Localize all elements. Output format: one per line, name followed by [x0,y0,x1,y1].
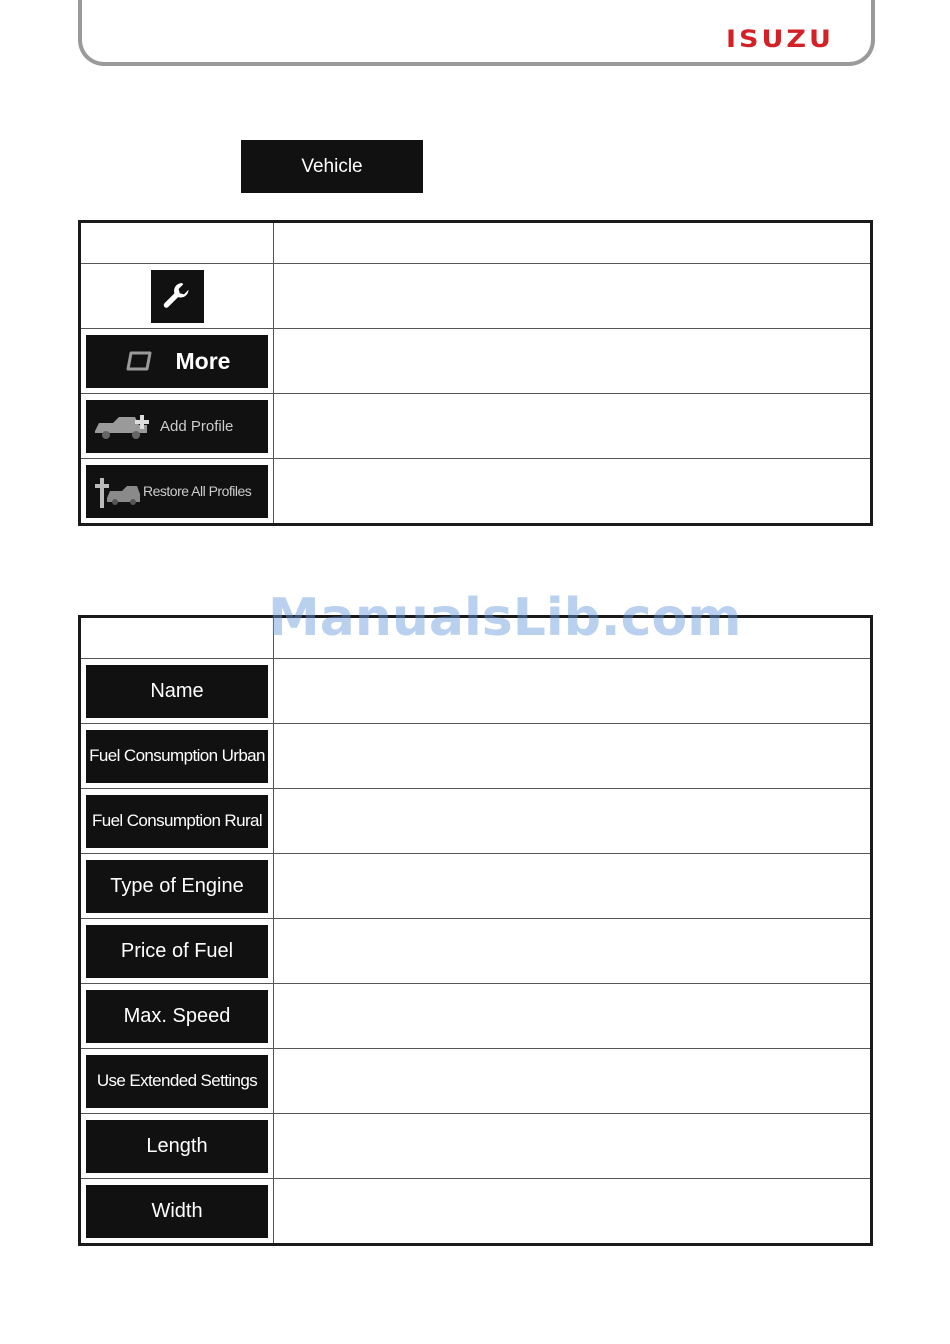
watermark: ManualsLib.com [268,588,742,648]
table-row [80,854,872,919]
add-profile-label: Add Profile [160,417,234,435]
max-speed-button[interactable]: Max. Speed [86,990,268,1043]
restore-all-profiles-button[interactable] [86,465,268,518]
vehicle-restore-icon [89,468,143,514]
brand-logo: ISUZU [726,25,834,54]
table-row [80,1114,872,1179]
table-row [80,984,872,1049]
settings-table [78,220,873,526]
table-row [80,724,872,789]
price-of-fuel-button[interactable]: Price of Fuel [86,925,268,978]
vehicle-button[interactable]: Vehicle [241,140,423,193]
width-button[interactable]: Width [86,1185,268,1238]
restore-all-profiles-label: Restore All Profiles [143,483,252,499]
fuel-consumption-rural-button[interactable]: Fuel Consumption Rural [86,795,268,848]
use-extended-settings-button[interactable]: Use Extended Settings [86,1055,268,1108]
table-row [80,659,872,724]
name-button[interactable]: Name [86,665,268,718]
more-card-icon [124,351,154,371]
vehicle-parameters-table [78,615,873,1246]
more-button[interactable] [86,335,268,388]
table-row [80,459,872,525]
more-label: More [175,347,231,374]
table-row [80,1049,872,1114]
table-row [80,329,872,394]
add-profile-button[interactable] [86,400,268,453]
length-button[interactable]: Length [86,1120,268,1173]
fuel-consumption-urban-button[interactable]: Fuel Consumption Urban [86,730,268,783]
wrench-icon [160,279,194,313]
table-row [80,919,872,984]
wrench-button[interactable] [151,270,204,323]
table-row [80,264,872,329]
table-row [80,1179,872,1245]
table-row [80,789,872,854]
vehicle-add-icon [92,409,154,443]
table-row [80,394,872,459]
type-of-engine-button[interactable]: Type of Engine [86,860,268,913]
